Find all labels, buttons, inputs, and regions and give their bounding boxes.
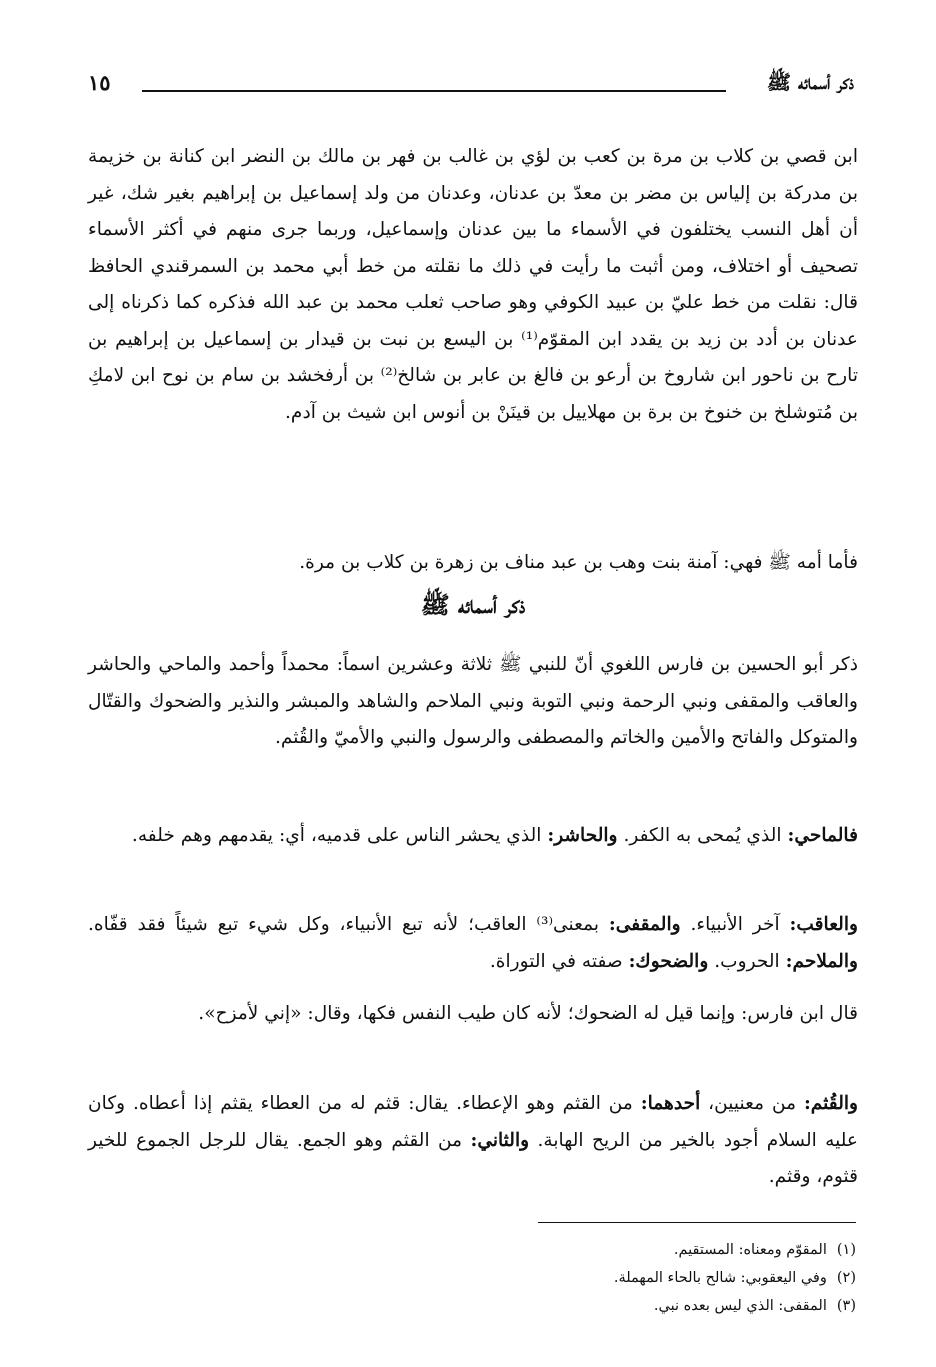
running-header	[88, 68, 854, 102]
definition-text: من القثم وهو الجمع. يقال للرجل الجموع للخير قثوم، وقثم.	[88, 1129, 858, 1187]
footnote-text: المقوّم ومعناه: المستقيم.	[673, 1242, 827, 1258]
footnote-item	[300, 1292, 856, 1320]
term-second-meaning: والثاني:	[470, 1129, 530, 1151]
term-first-meaning: أحدهما:	[640, 1093, 701, 1114]
paragraph-ibn-faris: قال ابن فارس: وإنما قيل له الضحوك؛ لأنه كان طيب النفس فكها، وقال: «إني لأمزح».	[198, 1003, 858, 1024]
term-alqutham: والقُثم:	[803, 1093, 859, 1114]
term-almuqaffa: والمقفى:	[608, 914, 681, 935]
header-rule	[142, 90, 726, 92]
definition-text: الذي يحشر الناس على قدميه، أي: يقدمهم وهم خلفه.	[131, 825, 548, 846]
term-alhashir: والحاشر:	[547, 825, 618, 846]
footnotes	[300, 1236, 856, 1320]
term-addahuk: والضحوك:	[628, 950, 709, 972]
paragraph-alaqib	[88, 907, 858, 980]
definition-text: من القثم وهو الإعطاء. يقال: قثم له من العطاء يقثم إذا أعطاه. وكان عليه السلام أجود بالخير من الريح الهابة.	[88, 1093, 858, 1151]
paragraph-names-list: ذكر أبو الحسين بن فارس اللغوي أنّ للنبي ﷺ ثلاثة وعشرين اسماً: محمداً وأحمد والماحي والحاشر والعاقب والمقفى ونبي الرحمة ونبي التوبة ونبي الملاحم والشاهد والمبشر والنذير والضحوك والقتّال والمتوكل والفاتح والأمين والخاتم والمصطفى والرسول والنبي والأميّ والقُثم.	[88, 654, 858, 748]
definition-text: صفته في التوراة.	[489, 950, 629, 972]
footnote-item	[300, 1264, 856, 1292]
footnote-item	[300, 1236, 856, 1264]
footnote-rule	[538, 1222, 856, 1223]
footnote-number: (٢)	[836, 1270, 856, 1286]
paragraph-mother: فأما أمه ﷺ فهي: آمنة بنت وهب بن عبد مناف بن زهرة بن كلاب بن مرة.	[299, 552, 858, 573]
definition-text: الذي يُمحى به الكفر.	[617, 825, 788, 846]
section-heading: ذكر أسمائه ﷺ	[420, 590, 526, 619]
paragraph-alqutham	[88, 1086, 858, 1196]
definition-text: الحروب.	[708, 950, 786, 972]
definition-text: آخر الأنبياء.	[680, 914, 790, 935]
paragraph-lineage: ابن قصي بن كلاب بن مرة بن كعب بن لؤي بن غالب بن فهر بن مالك بن النضر ابن كنانة بن خزيمة بن مدركة بن إلياس بن مضر بن معدّ بن عدنان، وعدنان من ولد إسماعيل بن إبراهيم بغير شك، غير أن أهل النسب يختلفون في الأسماء ما بين عدنان وإسماعيل، وربما جرى منهم في أكثر الأسماء تصحيف أو اختلاف، ومن أثبت ما رأيت في ذلك ما نقلته من خط أبي محمد بن السمرقندي الحافظ قال: نقلت من خط عليّ بن عبيد الكوفي وهو صاحب ثعلب محمد بن عبد الله فذكره كما ذكرناه إلى عدنان بن أدد بن زيد بن يقدد ابن المقوّم⁽¹⁾ بن اليسع بن نبت بن قيدار بن إسماعيل بن إبراهيم بن تارح بن ناحور ابن شاروخ بن أرعو بن فالغ بن عابر بن شالخ⁽²⁾ بن أرفخشد بن سام بن نوح ابن لامكِ بن مُتوشلخ بن خنوخ بن برة بن مهلاييل بن قينَنْ بن أنوس ابن شيث بن آدم.	[88, 146, 858, 423]
paragraph-almahi	[88, 818, 858, 855]
footnote-text: المقفى: الذي ليس بعده نبي.	[653, 1298, 827, 1314]
footnote-number: (٣)	[836, 1298, 856, 1314]
footnote-text: وفي اليعقوبي: شالح بالحاء المهملة.	[613, 1270, 827, 1286]
definition-text: بمعنى⁽³⁾ العاقب؛ لأنه تبع الأنبياء، وكل شيء تبع شيئاً فقد قفّاه.	[88, 914, 609, 935]
page-number: ١٥	[88, 70, 111, 95]
footnote-number: (١)	[836, 1242, 856, 1258]
term-almahi: فالماحي:	[787, 825, 858, 846]
definition-text: من معنيين،	[700, 1093, 804, 1114]
term-alaqib: والعاقب:	[789, 914, 858, 935]
running-title: ذكر أسمائه ﷺ	[766, 70, 854, 94]
term-almalahim: والملاحم:	[785, 950, 858, 972]
